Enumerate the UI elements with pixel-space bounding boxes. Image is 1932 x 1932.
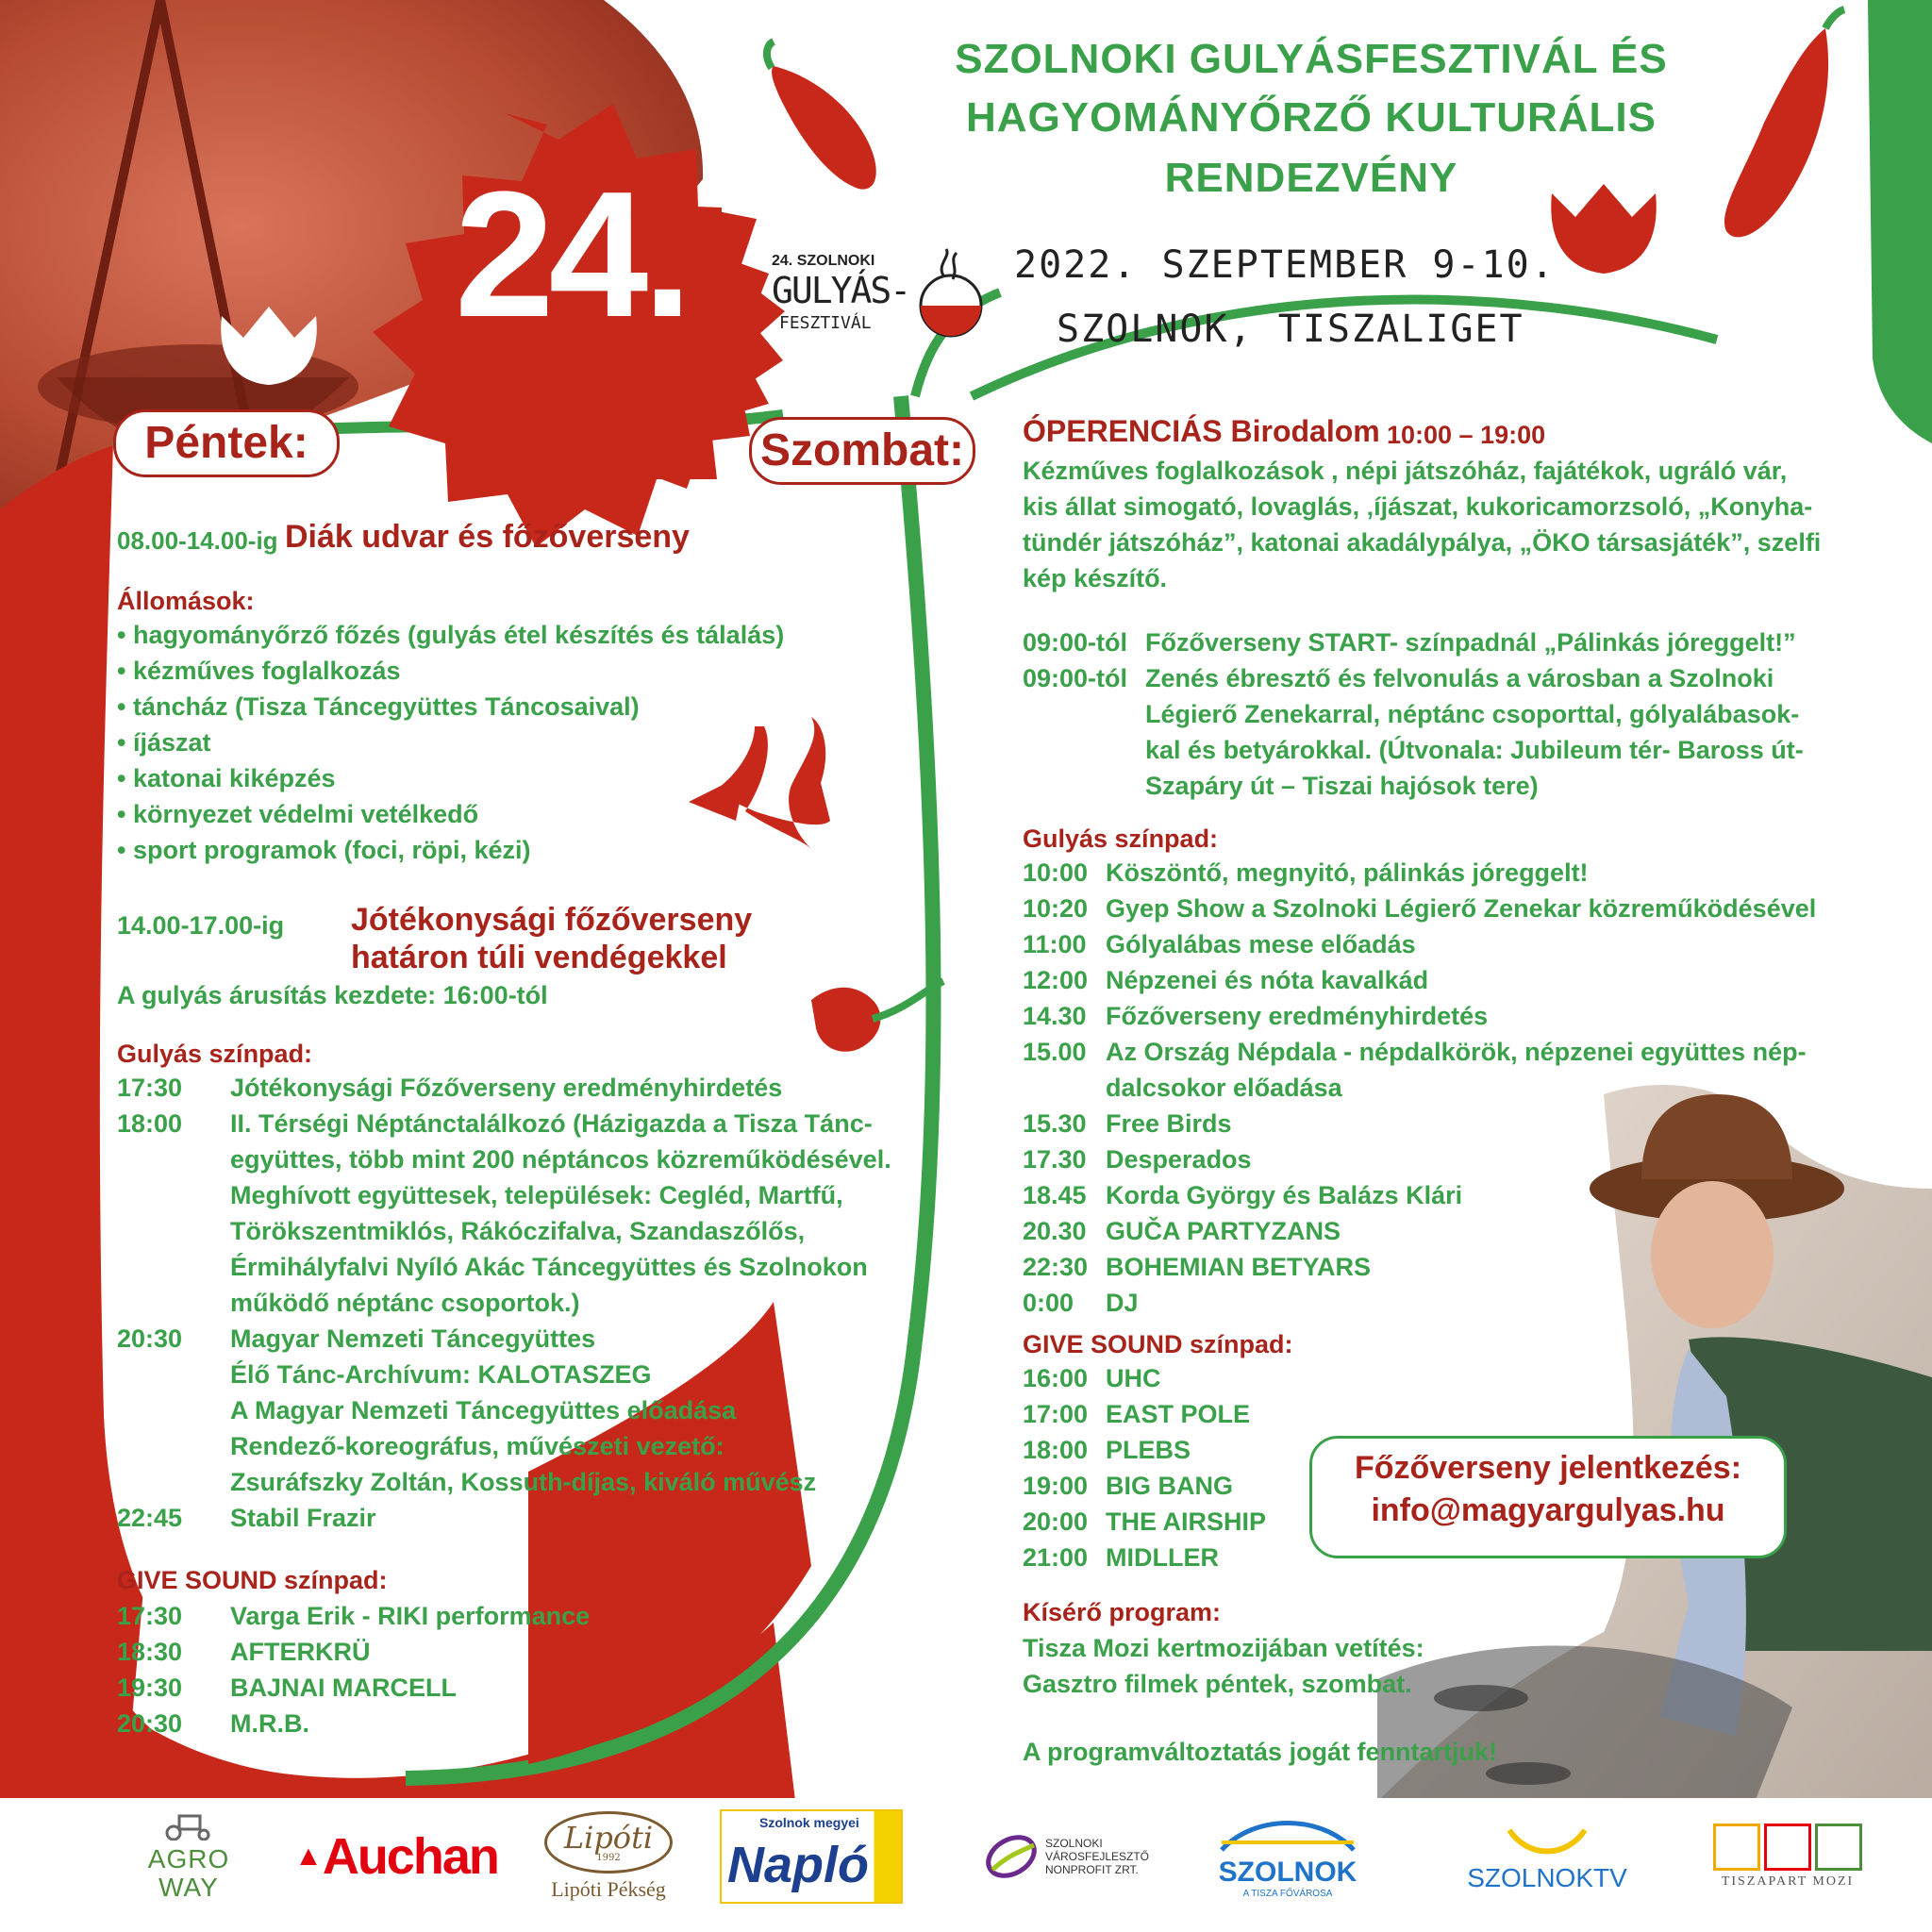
schedule-item: UHC [1106,1364,1161,1392]
schedule-time: 20.30 [1023,1217,1087,1245]
friday-station: • katonai kiképzés [117,764,336,792]
schedule-item: Az Ország Népdala - népdalkörök, népzenei együttes nép- [1106,1038,1807,1066]
tiszapart-tile-icon [1713,1824,1760,1871]
schedule-item: Élő Tánc-Archívum: KALOTASZEG [230,1360,652,1389]
friday-station: • kézműves foglalkozás [117,657,401,685]
friday-stage-2-title: GIVE SOUND színpad: [117,1566,388,1594]
title-line-3: RENDEZVÉNY [1164,155,1458,201]
schedule-item: Desperados [1106,1145,1252,1174]
tiszapart-tile-icon [1764,1824,1811,1871]
schedule-item: Gólyalábas mese előadás [1106,930,1416,958]
schedule-item: Varga Erik - RIKI performance [230,1602,591,1630]
schedule-time: 14.30 [1023,1002,1087,1030]
sponsor-varosfejleszto [972,1809,1160,1904]
schedule-time: 19:00 [1023,1472,1089,1500]
empire-desc-line: kis állat simogató, lovaglás, ‚íjászat, kukoricamorzsoló, „Konyha- [1023,492,1813,521]
schedule-time: 22:45 [117,1504,183,1532]
friday-sale-start: A gulyás árusítás kezdete: 16:00-tól [117,981,548,1009]
saturday-side-line: Tisza Mozi kertmozijában vetítés: [1023,1634,1424,1662]
bridge-icon [1217,1814,1358,1852]
schedule-time: 18:00 [117,1109,183,1138]
schedule-item: BAJNAI MARCELL [230,1674,457,1702]
schedule-item: Érmihályfalvi Nyíló Akác Táncegyüttes és Szolnokon [230,1253,868,1281]
schedule-time: 09:00-tól [1023,628,1128,657]
event-place: SZOLNOK, TISZALIGET [1057,308,1524,351]
schedule-item: Légierő Zenekarral, néptánc csoporttal, gólyalábasok- [1145,700,1800,728]
schedule-item: dalcsokor előadása [1106,1074,1342,1102]
saturday-stage-2-title: GIVE SOUND színpad: [1023,1330,1293,1358]
schedule-item: Főzőverseny eredményhirdetés [1106,1002,1489,1030]
schedule-time: 15.00 [1023,1038,1087,1066]
friday-event-1: Diák udvar és főzőverseny [285,519,690,555]
friday-station: • táncház (Tisza Táncegyüttes Táncosaival) [117,692,640,721]
friday-badge: Péntek: [113,409,340,477]
empire-desc-line: kép készítő. [1023,564,1168,592]
saturday-side-line: Gasztro filmek péntek, szombat. [1023,1670,1412,1698]
schedule-time: 19:30 [117,1674,183,1702]
lipoti-name: Lipóti Pékség [551,1877,666,1901]
cauldron-icon [904,247,998,341]
schedule-item: Zenés ébresztő és felvonulás a városban a Szolnoki [1145,664,1774,692]
sponsor-szolnok [1208,1809,1368,1904]
registration-box [1309,1436,1787,1558]
schedule-item: Meghívott együttesek, települések: Cegléd, Martfű, [230,1181,843,1209]
schedule-time: 10:20 [1023,894,1089,923]
festival-logo-main: GULYÁS- [772,270,910,311]
schedule-time: 10:00 [1023,858,1089,887]
schedule-time: 20:30 [117,1709,183,1738]
friday-time-2: 14.00-17.00-ig [117,911,285,940]
szolnok-sub: A TISZA FŐVÁROSA [1242,1889,1333,1899]
schedule-time: 18:30 [117,1638,183,1666]
saturday-empire-time: 10:00 – 19:00 [1387,421,1546,449]
title-line-2: HAGYOMÁNYŐRZŐ KULTURÁLIS [965,94,1657,141]
friday-time-1: 08.00-14.00-ig [117,526,278,555]
schedule-time: 0:00 [1023,1289,1074,1317]
friday-event-2-line-2: határon túli vendégekkel [351,940,727,975]
saturday-stage-1-title: Gulyás színpad: [1023,824,1219,853]
schedule-time: 17:30 [117,1074,183,1102]
schedule-item: MIDLLER [1106,1543,1219,1572]
schedule-item: Népzenei és nóta kavalkád [1106,966,1429,994]
auchan-label: Auchan [322,1828,498,1885]
schedule-item: együttes, több mint 200 néptáncos közreműködésével. [230,1145,891,1174]
schedule-item: Főzőverseny START- színpadnál „Pálinkás jóreggelt!” [1145,628,1796,657]
schedule-item: kal és betyárokkal. (Útvonala: Jubileum tér- Baross út- [1145,736,1804,764]
schedule-time: 17:00 [1023,1400,1089,1428]
friday-station: • íjászat [117,728,211,757]
tiszapart-label: TISZAPART MOZI [1721,1874,1855,1889]
tiszapart-tile-icon [1815,1824,1862,1871]
edition-number: 24. [454,155,688,355]
schedule-time: 20:00 [1023,1507,1089,1536]
registration-email[interactable]: info@magyargulyas.hu [1371,1492,1725,1528]
szolnok-main: SZOLNOK [1218,1857,1357,1888]
sponsor-lipoti [528,1809,689,1904]
schedule-item: Jótékonysági Főzőverseny eredményhirdetés [230,1074,783,1102]
varosfejleszto-line: SZOLNOKI [1044,1837,1103,1850]
lipoti-logo-text: Lipóti [563,1820,654,1856]
title-line-1: SZOLNOKI GULYÁSFESZTIVÁL ÉS [955,36,1668,82]
saturday-badge: Szombat: [749,417,975,485]
friday-station: • sport programok (foci, röpi, kézi) [117,836,531,864]
schedule-item: Stabil Frazir [230,1504,376,1532]
schedule-item: DJ [1106,1289,1139,1317]
schedule-time: 09:00-tól [1023,664,1128,692]
empire-desc-line: Kézműves foglalkozások , népi játszóház, fajátékok, ugráló vár, [1023,457,1788,485]
schedule-item: EAST POLE [1106,1400,1251,1428]
friday-stage-1-title: Gulyás színpad: [117,1040,313,1068]
auchan-bird-icon: ▲ [294,1840,323,1872]
schedule-item: A Magyar Nemzeti Táncegyüttes előadása [230,1396,737,1424]
festival-logo-bottom: FESZTIVÁL [779,313,872,333]
schedule-item: BOHEMIAN BETYARS [1106,1253,1372,1281]
szolnoktv-swoosh-icon [1505,1821,1590,1858]
schedule-item: Szapáry út – Tiszai hajósok tere) [1145,772,1539,800]
schedule-item: Zsuráfszky Zoltán, Kossuth-díjas, kiváló művész [230,1468,817,1496]
schedule-item: BIG BANG [1106,1472,1233,1500]
tractor-icon [160,1812,217,1840]
sponsor-agroway [113,1809,264,1904]
schedule-item: Magyar Nemzeti Táncegyüttes [230,1324,596,1353]
friday-stations-title: Állomások: [117,587,255,615]
schedule-time: 11:00 [1023,930,1087,958]
disclaimer: A programváltoztatás jogát fenntartjuk! [1023,1738,1498,1766]
registration-title: Főzőverseny jelentkezés: [1354,1450,1742,1486]
festival-logo-top: 24. SZOLNOKI [772,253,875,269]
varosfejleszto-line: VÁROSFEJLESZTŐ [1044,1850,1150,1863]
sponsor-szolnoktv [1434,1809,1660,1904]
lipoti-year: 1992 [596,1853,621,1863]
friday-event-2-line-1: Jótékonysági főzőverseny [351,902,753,938]
schedule-time: 20:30 [117,1324,183,1353]
schedule-item: II. Térségi Néptánctalálkozó (Házigazda a Tisza Tánc- [230,1109,873,1138]
naplo-main: Napló [727,1837,870,1893]
schedule-item: Törökszentmiklós, Rákóczifalva, Szandaszőlős, [230,1217,806,1245]
schedule-item: Korda György és Balázs Klári [1106,1181,1463,1209]
schedule-time: 18.45 [1023,1181,1087,1209]
schedule-time: 15.30 [1023,1109,1087,1138]
schedule-item: M.R.B. [230,1709,309,1738]
schedule-time: 21:00 [1023,1543,1089,1572]
schedule-time: 17.30 [1023,1145,1087,1174]
saturday-side-title: Kísérő program: [1023,1598,1222,1626]
schedule-item: Rendező-koreográfus, művészeti vezető: [230,1432,724,1460]
schedule-item: THE AIRSHIP [1106,1507,1267,1536]
agroway-label: AGRO WAY [147,1843,230,1902]
schedule-time: 18:00 [1023,1436,1089,1464]
schedule-item: AFTERKRÜ [230,1638,371,1666]
schedule-item: Gyep Show a Szolnoki Légierő Zenekar közreműködésével [1106,894,1817,923]
friday-station: • hagyományőrző főzés (gulyás étel készítés és tálalás) [117,621,785,649]
schedule-time: 22:30 [1023,1253,1089,1281]
lipoti-oval [544,1811,673,1874]
saturday-empire-name: ÓPERENCIÁS Birodalom [1023,414,1380,448]
schedule-item: Köszöntő, megnyitó, pálinkás jóreggelt! [1106,858,1589,887]
schedule-item: GUČA PARTYZANS [1106,1217,1341,1245]
schedule-item: Free Birds [1106,1109,1232,1138]
empire-desc-line: tündér játszóház”, katonai akadálypálya, „ÖKO társasjáték”, szelfi [1023,528,1822,557]
schedule-item: PLEBS [1106,1436,1191,1464]
schedule-time: 12:00 [1023,966,1089,994]
sponsor-auchan [283,1809,509,1904]
varosfejleszto-logo-icon [983,1828,1040,1885]
schedule-item: működő néptánc csoportok.) [230,1289,580,1317]
event-date: 2022. SZEPTEMBER 9-10. [1014,243,1556,287]
szolnoktv-label: SZOLNOKTV [1467,1862,1627,1892]
varosfejleszto-line: NONPROFIT ZRT. [1044,1863,1139,1876]
schedule-time: 17:30 [117,1602,183,1630]
friday-station: • környezet védelmi vetélkedő [117,800,479,828]
sponsor-naplo [717,1809,906,1904]
schedule-time: 16:00 [1023,1364,1089,1392]
naplo-top: Szolnok megyei [759,1815,859,1830]
sponsor-tiszapart-mozi [1698,1809,1877,1904]
festival-logo [772,253,1008,357]
